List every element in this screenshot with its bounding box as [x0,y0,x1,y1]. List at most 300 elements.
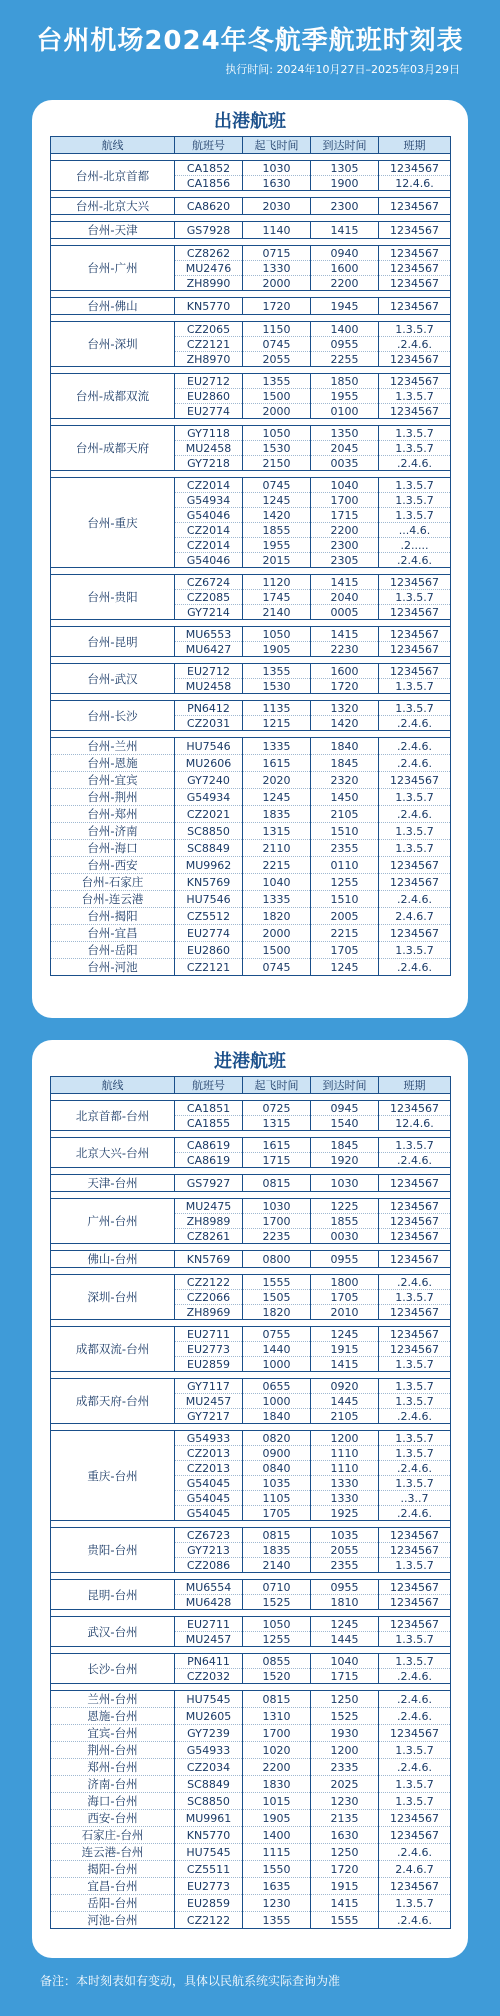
arrival-time: 1415 [311,575,379,590]
group-spacer [51,1521,451,1528]
flight-number: CZ2014 [175,538,243,553]
departure-time: 0745 [243,337,311,352]
route-name: 恩施-台州 [51,1708,175,1725]
arrival-time: 1700 [311,493,379,508]
flight-row [51,959,451,976]
schedule-days: .2.4.6. [379,891,451,908]
arrival-time: 1250 [311,1844,379,1861]
group-spacer [51,1424,451,1431]
flight-number: MU6553 [175,627,243,642]
group-spacer [51,1372,451,1379]
flight-number: MU2457 [175,1632,243,1647]
flight-number: CZ2121 [175,337,243,352]
flight-row [51,1251,451,1268]
group-spacer [51,1244,451,1251]
schedule-days: .2.4.6. [379,1153,451,1168]
flight-row [51,1199,451,1214]
spacer-cell [51,1268,451,1275]
flight-number: ZH8990 [175,276,243,291]
arrival-time: 1555 [311,1912,379,1929]
departure-time: 2110 [243,840,311,857]
schedule-days: .2.4.6. [379,553,451,568]
route-name: 台州-石家庄 [51,874,175,891]
departures-title: 出港航班 [214,111,286,132]
flight-number: KN5769 [175,1251,243,1268]
arrival-time: 1930 [311,1725,379,1742]
route-name: 西安-台州 [51,1810,175,1827]
departure-time: 1955 [243,538,311,553]
route-name: 台州-宜宾 [51,772,175,789]
column-header: 航班号 [175,137,243,154]
arrival-time: 2010 [311,1305,379,1320]
flight-row [51,1844,451,1861]
arrival-time: 0100 [311,404,379,419]
departure-time: 1105 [243,1491,311,1506]
departure-time: 1840 [243,1409,311,1424]
flight-number: EU2712 [175,374,243,389]
schedule-days: 12.4.6. [379,176,451,191]
route-name: 台州-海口 [51,840,175,857]
schedule-days: 1234567 [379,1543,451,1558]
flight-row [51,246,451,261]
schedule-days: .2.4.6. [379,806,451,823]
route-name: 宜昌-台州 [51,1878,175,1895]
route-name: 贵阳-台州 [51,1528,175,1573]
schedule-days: 1234567 [379,1305,451,1320]
flight-row [51,298,451,315]
schedule-days: .2.4.6. [379,1691,451,1708]
schedule-days: .2.4.6. [379,1409,451,1424]
route-name: 台州-昆明 [51,627,175,657]
arrival-time: 2200 [311,276,379,291]
flight-row [51,1878,451,1895]
flight-row [51,1708,451,1725]
schedule-days: 1.3.5.7 [379,1431,451,1446]
flight-number: HU7545 [175,1691,243,1708]
flight-number: CZ2032 [175,1669,243,1684]
flight-number: PN6411 [175,1654,243,1669]
flight-number: MU6554 [175,1580,243,1595]
spacer-cell [51,620,451,627]
arrival-time: 1415 [311,1895,379,1912]
group-spacer [51,315,451,322]
departure-time: 1355 [243,664,311,679]
flight-number: CZ2014 [175,523,243,538]
schedule-days: 1234567 [379,857,451,874]
flight-number: MU6428 [175,1595,243,1610]
spacer-cell [51,731,451,738]
schedule-days: 1234567 [379,352,451,367]
flight-number: GY7239 [175,1725,243,1742]
flight-row [51,1275,451,1290]
departure-time: 1855 [243,523,311,538]
schedule-days: .2.4.6. [379,1912,451,1929]
schedule-days: 1.3.5.7 [379,823,451,840]
arrival-time: 2305 [311,553,379,568]
arrival-time: 0030 [311,1229,379,1244]
departure-time: 2235 [243,1229,311,1244]
arrival-time: 1450 [311,789,379,806]
route-name: 台州-重庆 [51,478,175,568]
route-name: 兰州-台州 [51,1691,175,1708]
departure-time: 1020 [243,1742,311,1759]
flight-number: EU2773 [175,1878,243,1895]
flight-row [51,664,451,679]
route-name: 揭阳-台州 [51,1861,175,1878]
spacer-cell [51,419,451,426]
schedule-days: 1234567 [379,642,451,657]
arrival-time: 1445 [311,1394,379,1409]
flight-number: GY7117 [175,1379,243,1394]
departure-time: 1015 [243,1793,311,1810]
arrival-time: 2215 [311,925,379,942]
departure-time: 0715 [243,246,311,261]
schedule-days: 1234567 [379,772,451,789]
flight-number: CZ2122 [175,1275,243,1290]
flight-row [51,1654,451,1669]
footnote: 备注：本时刻表如有变动，具体以民航系统实际查询为准 [40,1974,341,1988]
schedule-days: 1234567 [379,246,451,261]
route-name: 台州-广州 [51,246,175,291]
flight-row [51,772,451,789]
schedule-days: 1234567 [379,627,451,642]
route-name: 北京大兴-台州 [51,1138,175,1168]
flight-row [51,701,451,716]
flight-number: CZ8262 [175,246,243,261]
arrival-time: 1250 [311,1691,379,1708]
flight-row [51,1528,451,1543]
flight-number: MU2457 [175,1394,243,1409]
spacer-cell [51,215,451,222]
spacer-cell [51,315,451,322]
departure-time: 0815 [243,1175,311,1192]
flight-number: CA8619 [175,1138,243,1153]
arrival-time: 0035 [311,456,379,471]
flight-row [51,161,451,176]
schedule-days: 1234567 [379,161,451,176]
arrival-time: 1630 [311,1827,379,1844]
route-name: 宜宾-台州 [51,1725,175,1742]
schedule-days: 1.3.5.7 [379,389,451,404]
arrival-time: 2135 [311,1810,379,1827]
route-name: 天津-台州 [51,1175,175,1192]
schedule-days: 1.3.5.7 [379,701,451,716]
departure-time: 2200 [243,1759,311,1776]
departure-time: 2055 [243,352,311,367]
flight-number: KN5770 [175,1827,243,1844]
flight-number: EU2711 [175,1617,243,1632]
schedule-days: 1234567 [379,1827,451,1844]
schedule-days: .2.4.6. [379,1506,451,1521]
schedule-days: 1234567 [379,1214,451,1229]
arrival-time: 1850 [311,374,379,389]
spacer-cell [51,471,451,478]
table-header-row [51,137,451,154]
flight-row [51,374,451,389]
route-name: 台州-贵阳 [51,575,175,620]
flight-row [51,426,451,441]
schedule-days: 1234567 [379,664,451,679]
route-name: 台州-连云港 [51,891,175,908]
departure-time: 1315 [243,823,311,840]
flight-row [51,1776,451,1793]
arrival-time: 1925 [311,1506,379,1521]
route-name: 昆明-台州 [51,1580,175,1610]
route-name: 台州-佛山 [51,298,175,315]
schedule-days: 1.3.5.7 [379,1379,451,1394]
schedule-days: .2.4.6. [379,959,451,976]
arrivals-card [32,1040,468,1958]
schedule-days: 1234567 [379,1810,451,1827]
flight-number: GS7928 [175,222,243,239]
flight-number: SC8850 [175,1793,243,1810]
departure-time: 1420 [243,508,311,523]
departure-time: 1050 [243,627,311,642]
arrival-time: 0940 [311,246,379,261]
flight-number: EU2711 [175,1327,243,1342]
arrival-time: 1945 [311,298,379,315]
spacer-cell [51,1244,451,1251]
flight-number: CA1856 [175,176,243,191]
departure-time: 2000 [243,404,311,419]
route-name: 台州-河池 [51,959,175,976]
arrival-time: 1840 [311,738,379,755]
departure-time: 1000 [243,1357,311,1372]
departure-time: 1400 [243,1827,311,1844]
arrival-time: 0005 [311,605,379,620]
arrival-time: 1255 [311,874,379,891]
flight-number: SC8849 [175,1776,243,1793]
arrival-time: 1445 [311,1632,379,1647]
departure-time: 1555 [243,1275,311,1290]
schedule-days: 1234567 [379,1878,451,1895]
flight-row [51,942,451,959]
arrival-time: 2255 [311,352,379,367]
flight-number: ZH8970 [175,352,243,367]
arrival-time: 0955 [311,337,379,352]
schedule-days: .2.4.6. [379,1844,451,1861]
schedule-days: 1234567 [379,1617,451,1632]
flight-number: GY7118 [175,426,243,441]
flight-number: MU9962 [175,857,243,874]
arrival-time: 1245 [311,1617,379,1632]
group-spacer [51,620,451,627]
flight-number: PN6412 [175,701,243,716]
departure-time: 1500 [243,942,311,959]
departure-time: 1630 [243,176,311,191]
flight-number: MU2605 [175,1708,243,1725]
route-name: 台州-天津 [51,222,175,239]
arrivals-table [50,1076,451,1929]
flight-row [51,874,451,891]
arrival-time: 2300 [311,538,379,553]
spacer-cell [51,657,451,664]
arrival-time: 1035 [311,1528,379,1543]
flight-row [51,1175,451,1192]
route-name: 台州-宜昌 [51,925,175,942]
arrival-time: 2230 [311,642,379,657]
route-name: 长沙-台州 [51,1654,175,1684]
departure-time: 0840 [243,1461,311,1476]
column-header: 到达时间 [311,137,379,154]
arrival-time: 1600 [311,261,379,276]
flight-number: CA1855 [175,1116,243,1131]
flight-number: CZ2013 [175,1461,243,1476]
schedule-days: 1.3.5.7 [379,1138,451,1153]
flight-number: CZ6724 [175,575,243,590]
schedule-days: 1.3.5.7 [379,508,451,523]
arrival-time: 1305 [311,161,379,176]
flight-row [51,806,451,823]
departure-time: 1635 [243,1878,311,1895]
schedule-days: 1.3.5.7 [379,1742,451,1759]
schedule-days: 1234567 [379,1327,451,1342]
flight-number: MU2458 [175,441,243,456]
schedule-days: 1234567 [379,374,451,389]
schedule-days: 2.4.6.7 [379,908,451,925]
flight-row [51,1827,451,1844]
departure-time: 1745 [243,590,311,605]
schedule-days: 1234567 [379,874,451,891]
column-header: 班期 [379,1077,451,1094]
schedule-days: ..3..7 [379,1491,451,1506]
spacer-cell [51,1131,451,1138]
flight-number: GS7927 [175,1175,243,1192]
departure-time: 0745 [243,959,311,976]
flight-number: EU2859 [175,1357,243,1372]
arrival-time: 1720 [311,679,379,694]
departure-time: 1330 [243,261,311,276]
departure-time: 2140 [243,605,311,620]
execution-period: 执行时间: 2024年10月27日–2025年03月29日 [225,63,460,76]
flight-number: G54934 [175,493,243,508]
flight-number: CZ2065 [175,322,243,337]
route-name: 海口-台州 [51,1793,175,1810]
flight-number: G54933 [175,1431,243,1446]
route-name: 台州-长沙 [51,701,175,731]
departure-time: 2015 [243,553,311,568]
departure-time: 0800 [243,1251,311,1268]
flight-row [51,478,451,493]
flight-number: MU2475 [175,1199,243,1214]
flight-number: CA1852 [175,161,243,176]
schedule-days: 1234567 [379,925,451,942]
departure-time: 1215 [243,716,311,731]
departure-time: 1835 [243,1543,311,1558]
flight-number: CZ6723 [175,1528,243,1543]
arrival-time: 1415 [311,1357,379,1372]
route-name: 台州-武汉 [51,664,175,694]
schedule-days: .2.4.6. [379,1275,451,1290]
schedule-days: 1234567 [379,222,451,239]
departure-time: 1115 [243,1844,311,1861]
schedule-days: 1.3.5.7 [379,1476,451,1491]
schedule-days: 1.3.5.7 [379,1290,451,1305]
schedule-days: 1.3.5.7 [379,322,451,337]
schedule-days: 1234567 [379,1342,451,1357]
departure-time: 1040 [243,874,311,891]
departure-time: 1700 [243,1214,311,1229]
schedule-days: .2..... [379,538,451,553]
arrival-time: 1245 [311,959,379,976]
arrival-time: 1920 [311,1153,379,1168]
spacer-cell [51,1192,451,1199]
arrival-time: 1510 [311,891,379,908]
schedule-days: 1.3.5.7 [379,1558,451,1573]
group-spacer [51,367,451,374]
arrival-time: 2200 [311,523,379,538]
departure-time: 1035 [243,1476,311,1491]
departure-time: 2020 [243,772,311,789]
arrival-time: 1030 [311,1175,379,1192]
departure-time: 0815 [243,1691,311,1708]
departure-time: 2215 [243,857,311,874]
arrival-time: 1200 [311,1431,379,1446]
arrival-time: 2045 [311,441,379,456]
spacer-cell [51,568,451,575]
schedule-days: 1234567 [379,1175,451,1192]
flight-number: CZ2013 [175,1446,243,1461]
route-name: 台州-深圳 [51,322,175,367]
spacer-cell [51,154,451,161]
flight-number: CZ2122 [175,1912,243,1929]
departure-time: 1355 [243,374,311,389]
flight-row [51,823,451,840]
flight-row [51,755,451,772]
departure-time: 0755 [243,1327,311,1342]
group-spacer [51,1610,451,1617]
arrival-time: 2320 [311,772,379,789]
flight-row [51,222,451,239]
group-spacer [51,154,451,161]
departure-time: 0725 [243,1101,311,1116]
schedule-days: 1.3.5.7 [379,840,451,857]
departure-time: 1030 [243,1199,311,1214]
flight-row [51,1793,451,1810]
arrival-time: 1800 [311,1275,379,1290]
flight-number: CZ2086 [175,1558,243,1573]
arrival-time: 1900 [311,176,379,191]
schedule-days: 1234567 [379,198,451,215]
departure-time: 1050 [243,426,311,441]
flight-row [51,1810,451,1827]
flight-number: MU2606 [175,755,243,772]
arrival-time: 1915 [311,1342,379,1357]
arrival-time: 1330 [311,1476,379,1491]
flight-number: MU2458 [175,679,243,694]
departure-time: 1355 [243,1912,311,1929]
arrival-time: 1540 [311,1116,379,1131]
group-spacer [51,694,451,701]
departure-time: 0655 [243,1379,311,1394]
group-spacer [51,471,451,478]
arrival-time: 0945 [311,1101,379,1116]
arrival-time: 1705 [311,942,379,959]
schedule-days: 1.3.5.7 [379,679,451,694]
arrival-time: 2105 [311,806,379,823]
route-name: 郑州-台州 [51,1759,175,1776]
schedule-days: 1.3.5.7 [379,1446,451,1461]
route-name: 台州-济南 [51,823,175,840]
flight-row [51,627,451,642]
column-header: 起飞时间 [243,1077,311,1094]
route-name: 岳阳-台州 [51,1895,175,1912]
departure-time: 2000 [243,276,311,291]
arrival-time: 1400 [311,322,379,337]
schedule-days: 1234567 [379,1229,451,1244]
flight-number: EU2774 [175,925,243,942]
flight-number: G54045 [175,1506,243,1521]
